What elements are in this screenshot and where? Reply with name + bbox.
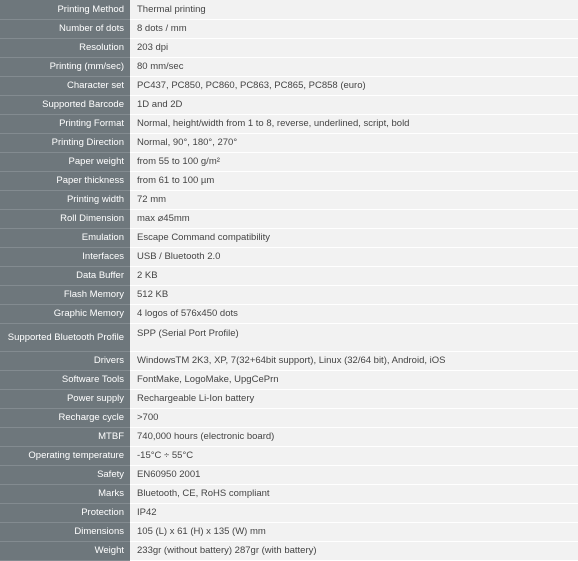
table-row [0,285,578,304]
table-row [0,323,578,351]
spec-value: 1D and 2D [130,95,578,114]
spec-label: Printing Direction [0,133,130,152]
spec-label: Interfaces [0,247,130,266]
spec-label: Supported Barcode [0,95,130,114]
spec-value: Normal, 90°, 180°, 270° [130,133,578,152]
table-row [0,190,578,209]
spec-label: MTBF [0,427,130,446]
spec-label: Paper thickness [0,171,130,190]
table-row [0,304,578,323]
table-row [0,76,578,95]
table-row [0,541,578,560]
table-row [0,484,578,503]
spec-label: Dimensions [0,522,130,541]
spec-label: Resolution [0,38,130,57]
spec-label: Drivers [0,351,130,370]
spec-label: Weight [0,541,130,560]
spec-label: Printing width [0,190,130,209]
spec-label: Safety [0,465,130,484]
table-row [0,247,578,266]
spec-value: from 61 to 100 µm [130,171,578,190]
table-row [0,114,578,133]
spec-label: Recharge cycle [0,408,130,427]
spec-value: 2 KB [130,266,578,285]
spec-label: Graphic Memory [0,304,130,323]
spec-value: FontMake, LogoMake, UpgCePrn [130,370,578,389]
table-row [0,133,578,152]
spec-value: 8 dots / mm [130,19,578,38]
spec-value: SPP (Serial Port Profile) [130,323,578,351]
table-row [0,19,578,38]
spec-value: Bluetooth, CE, RoHS compliant [130,484,578,503]
table-row [0,38,578,57]
table-row [0,408,578,427]
spec-value: Rechargeable Li-Ion battery [130,389,578,408]
spec-label: Printing Format [0,114,130,133]
spec-label: Character set [0,76,130,95]
spec-label: Operating temperature [0,446,130,465]
table-row [0,370,578,389]
spec-label: Marks [0,484,130,503]
spec-value: max ⌀45mm [130,209,578,228]
spec-label: Printing Method [0,0,130,19]
table-row [0,266,578,285]
spec-value: >700 [130,408,578,427]
spec-value: 4 logos of 576x450 dots [130,304,578,323]
table-row [0,57,578,76]
table-row [0,209,578,228]
spec-value: USB / Bluetooth 2.0 [130,247,578,266]
spec-value: 740,000 hours (electronic board) [130,427,578,446]
table-row [0,389,578,408]
spec-value: EN60950 2001 [130,465,578,484]
spec-value: 80 mm/sec [130,57,578,76]
table-row [0,503,578,522]
table-row [0,351,578,370]
spec-label: Number of dots [0,19,130,38]
spec-label: Roll Dimension [0,209,130,228]
spec-value: Escape Command compatibility [130,228,578,247]
spec-label: Paper weight [0,152,130,171]
spec-value: 72 mm [130,190,578,209]
spec-value: -15°C ÷ 55°C [130,446,578,465]
table-row [0,95,578,114]
spec-value: IP42 [130,503,578,522]
spec-label: Protection [0,503,130,522]
spec-label: Power supply [0,389,130,408]
spec-value: WindowsTM 2K3, XP, 7(32+64bit support), Linux (32/64 bit), Android, iOS [130,351,578,370]
spec-label: Printing (mm/sec) [0,57,130,76]
spec-value: 105 (L) x 61 (H) x 135 (W) mm [130,522,578,541]
table-row [0,228,578,247]
table-row [0,465,578,484]
spec-label: Flash Memory [0,285,130,304]
table-row [0,171,578,190]
spec-label: Supported Bluetooth Profile [0,323,130,351]
table-row [0,427,578,446]
spec-value: Thermal printing [130,0,578,19]
spec-value: PC437, PC850, PC860, PC863, PC865, PC858 (euro) [130,76,578,95]
table-row [0,0,578,19]
table-row [0,446,578,465]
table-row [0,152,578,171]
spec-label: Software Tools [0,370,130,389]
spec-value: 512 KB [130,285,578,304]
spec-value: from 55 to 100 g/m² [130,152,578,171]
spec-value: Normal, height/width from 1 to 8, reverse, underlined, script, bold [130,114,578,133]
spec-label: Data Buffer [0,266,130,285]
spec-label: Emulation [0,228,130,247]
spec-value: 203 dpi [130,38,578,57]
table-row [0,522,578,541]
spec-value: 233gr (without battery) 287gr (with battery) [130,541,578,560]
